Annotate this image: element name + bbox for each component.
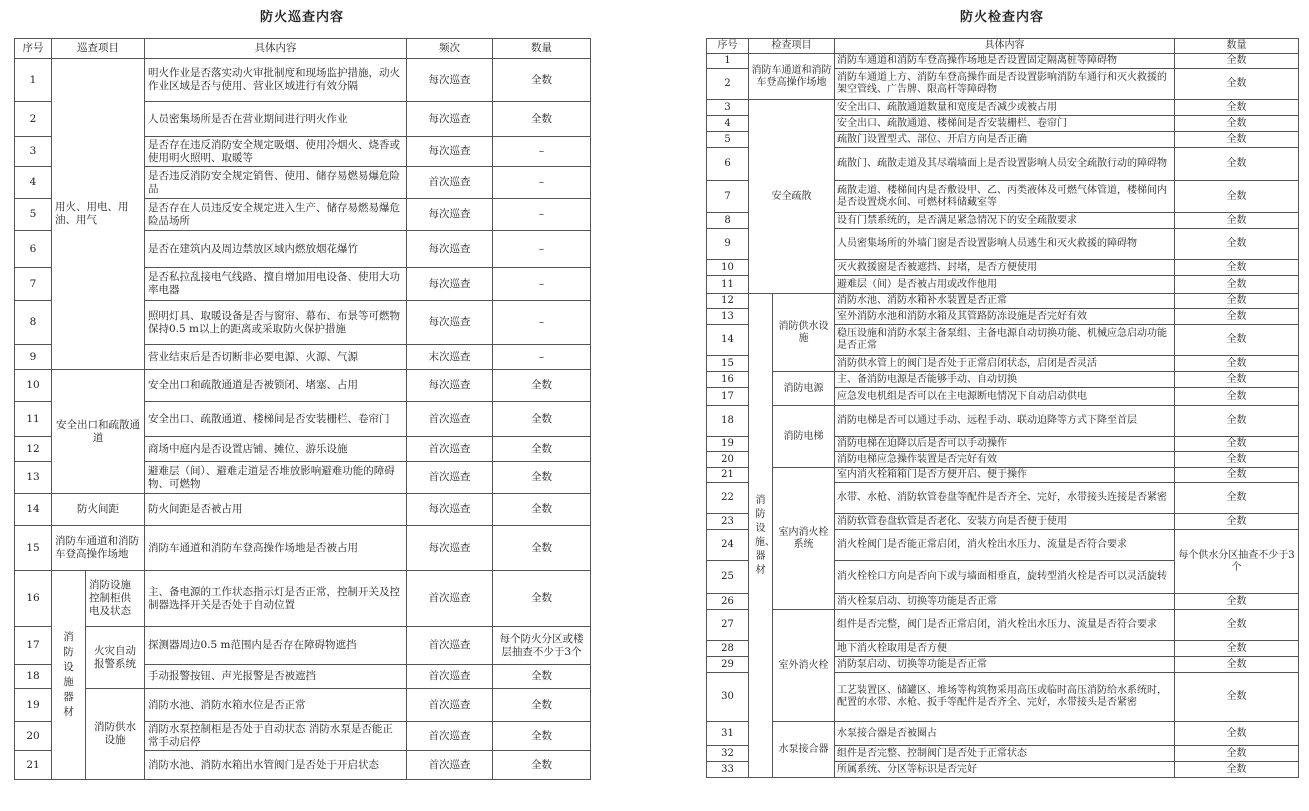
row-freq: 每次巡查: [407, 268, 493, 301]
row-no: 9: [15, 345, 52, 370]
row-qty: 全数: [1175, 116, 1299, 132]
group-water: 消防供水设施: [86, 689, 145, 780]
row-qty: 全数: [1175, 69, 1299, 100]
row-content: 消火栓栓口方向是否向下或与墙面相垂直，旋转型消火栓是否可以灵活旋转: [835, 561, 1175, 594]
header-content: 具体内容: [145, 39, 407, 59]
row-qty: 全数: [1175, 468, 1299, 483]
row-content: 疏散走道、楼梯间内是否敷设甲、乙、丙类液体及可燃气体管道，楼梯间内是否设置烧水间、可燃材料储藏室等: [835, 181, 1175, 213]
row-content: 安全出口、疏散通道数量和宽度是否减少或被占用: [835, 100, 1175, 116]
group-fire-road: 消防车通道和消防车登高操作场地: [52, 526, 145, 571]
row-content: 消防软管卷盘软管是否老化、安装方向是否便于使用: [835, 514, 1175, 530]
row-content: 消火栓泵启动、切换等功能是否正常: [835, 594, 1175, 610]
row-qty: 全数: [1175, 356, 1299, 372]
row-no: 33: [707, 762, 749, 778]
header-qty: 数量: [1175, 39, 1299, 54]
row-qty: 全数: [493, 437, 591, 462]
group-water-supply: 消防供水设施: [773, 294, 835, 372]
row-qty: 全数: [1175, 594, 1299, 610]
group-facility-label: 消防设施、器材: [755, 494, 775, 576]
row-no: 3: [15, 137, 52, 167]
row-freq: 首次巡查: [407, 402, 493, 437]
row-no: 7: [707, 181, 749, 213]
group-indoor: 室内消火栓系统: [773, 468, 835, 610]
table-header-row: [15, 39, 591, 59]
row-no: 7: [15, 268, 52, 301]
row-freq: 每次巡查: [407, 526, 493, 571]
row-freq: 首次巡查: [407, 627, 493, 665]
row-no: 10: [707, 260, 749, 276]
row-qty: –: [493, 167, 591, 199]
row-content: 消防水池、消防水箱出水管阀门是否处于开启状态: [145, 751, 407, 780]
row-qty: 全数: [1175, 100, 1299, 116]
row-qty: 全数: [1175, 309, 1299, 325]
row-content: 水带、水枪、消防软管卷盘等配件是否齐全、完好，水带接头连接是否紧密: [835, 483, 1175, 514]
row-no: 1: [707, 54, 749, 69]
row-no: 4: [15, 167, 52, 199]
row-no: 22: [707, 483, 749, 514]
row-no: 12: [15, 437, 52, 462]
row-no: 20: [707, 452, 749, 468]
row-content: 室外消防水池和消防水箱及其管路防冻设施是否完好有效: [835, 309, 1175, 325]
row-qty: 全数: [493, 494, 591, 526]
row-no: 13: [15, 462, 52, 494]
row-no: 2: [707, 69, 749, 100]
group-spacing: 防火间距: [52, 494, 145, 526]
row-content: 是否私拉乱接电气线路、擅自增加用电设备、使用大功率电器: [145, 268, 407, 301]
row-qty: –: [493, 231, 591, 268]
table-row: [15, 370, 591, 402]
row-no: 27: [707, 610, 749, 641]
row-qty: 全数: [1175, 388, 1299, 406]
row-content: 安全出口、疏散通道、楼梯间是否安装栅栏、卷帘门: [145, 402, 407, 437]
table-row: [707, 468, 1299, 483]
row-no: 15: [707, 356, 749, 372]
row-qty: 全数: [1175, 641, 1299, 657]
row-content: 防火间距是否被占用: [145, 494, 407, 526]
table-row: [15, 689, 591, 722]
row-content: 是否在建筑内及周边禁放区域内燃放烟花爆竹: [145, 231, 407, 268]
row-content: 营业结束后是否切断非必要电源、火源、气源: [145, 345, 407, 370]
row-content: 安全出口和疏散通道是否被锁闭、堵塞、占用: [145, 370, 407, 402]
table-row: [707, 54, 1299, 69]
row-no: 17: [15, 627, 52, 665]
row-content: 水泵接合器是否被圈占: [835, 722, 1175, 746]
row-no: 4: [707, 116, 749, 132]
row-content: 避难层（间）是否被占用或改作他用: [835, 276, 1175, 294]
group-evac: 安全疏散: [749, 100, 835, 294]
row-qty: 全数: [493, 402, 591, 437]
row-qty: 全数: [1175, 437, 1299, 452]
row-content: 主、备电源的工作状态指示灯是否正常，控制开关及控制器选择开关是否处于自动位置: [145, 571, 407, 627]
row-freq: 每次巡查: [407, 231, 493, 268]
row-content: 手动报警按钮、声光报警是否被遮挡: [145, 665, 407, 689]
row-no: 14: [15, 494, 52, 526]
row-content: 疏散门、疏散走道及其尽端墙面上是否设置影响人员安全疏散行动的障碍物: [835, 148, 1175, 181]
row-qty: 每个防火分区或楼层抽查不少于3个: [493, 627, 591, 665]
row-no: 2: [15, 102, 52, 137]
row-no: 23: [707, 514, 749, 530]
header-freq: 频次: [407, 39, 493, 59]
group-outdoor: 室外消火栓: [773, 610, 835, 722]
table-row: [15, 494, 591, 526]
row-content: 消防车通道和消防车登高操作场地是否被占用: [145, 526, 407, 571]
row-freq: 每次巡查: [407, 199, 493, 231]
row-qty: 全数: [1175, 148, 1299, 181]
row-qty: 全数: [1175, 762, 1299, 778]
row-content: 设有门禁系统的，是否满足紧急情况下的安全疏散要求: [835, 213, 1175, 229]
row-freq: 每次巡查: [407, 301, 493, 345]
header-item: 巡查项目: [52, 39, 145, 59]
row-qty: 全数: [1175, 229, 1299, 260]
row-qty: –: [493, 268, 591, 301]
table-row: [15, 571, 591, 627]
row-content: 是否存在人员违反安全规定进入生产、储存易燃易爆危险品场所: [145, 199, 407, 231]
row-content: 是否存在违反消防安全规定吸烟、使用冷烟火、烧香或使用明火照明、取暖等: [145, 137, 407, 167]
row-no: 28: [707, 641, 749, 657]
row-no: 12: [707, 294, 749, 309]
row-content: 疏散门设置型式、部位、开启方向是否正确: [835, 132, 1175, 148]
table-row: [15, 59, 591, 102]
row-no: 16: [707, 372, 749, 388]
row-no: 1: [15, 59, 52, 102]
row-no: 5: [15, 199, 52, 231]
inspection-title: 防火检查内容: [959, 10, 1044, 25]
row-content: 商场中庭内是否设置店铺、摊位、游乐设施: [145, 437, 407, 462]
row-content: 室内消火栓箱箱门是否方便开启、便于操作: [835, 468, 1175, 483]
row-content: 灭火救援窗是否被遮挡、封堵，是否方便使用: [835, 260, 1175, 276]
row-no: 20: [15, 722, 52, 751]
row-no: 10: [15, 370, 52, 402]
header-content: 具体内容: [835, 39, 1175, 54]
row-content: 消防供水管上的阀门是否处于正常启闭状态，启闭是否灵活: [835, 356, 1175, 372]
row-no: 14: [707, 325, 749, 356]
row-qty: 全数: [1175, 452, 1299, 468]
row-qty: 全数: [1175, 294, 1299, 309]
row-qty: 全数: [1175, 673, 1299, 722]
group-power: 消防电源: [773, 372, 835, 406]
row-qty: 全数: [1175, 514, 1299, 530]
patrol-title: 防火巡查内容: [259, 10, 344, 25]
row-qty: 全数: [1175, 181, 1299, 213]
row-no: 6: [15, 231, 52, 268]
row-content: 明火作业是否落实动火审批制度和现场监护措施，动火作业区域是否与使用、营业区域进行有效分隔: [145, 59, 407, 102]
row-content: 探测器周边0.5 m范围内是否存在障碍物遮挡: [145, 627, 407, 665]
row-qty: 全数: [1175, 746, 1299, 762]
row-qty: 全数: [1175, 610, 1299, 641]
row-no: 9: [707, 229, 749, 260]
row-no: 3: [707, 100, 749, 116]
row-qty: –: [493, 345, 591, 370]
group-facility: [749, 294, 773, 778]
row-qty: 全数: [493, 571, 591, 627]
row-qty: 全数: [1175, 54, 1299, 69]
group-elevator: 消防电梯: [773, 406, 835, 468]
row-freq: 每次巡查: [407, 494, 493, 526]
row-no: 8: [707, 213, 749, 229]
row-freq: 末次巡查: [407, 345, 493, 370]
row-content: 主、备消防电源是否能够手动、自动切换: [835, 372, 1175, 388]
row-no: 18: [707, 406, 749, 437]
table-row: [707, 406, 1299, 437]
table-row: [707, 372, 1299, 388]
row-freq: 首次巡查: [407, 689, 493, 722]
row-qty: 全数: [1175, 657, 1299, 673]
row-freq: 首次巡查: [407, 571, 493, 627]
row-no: 17: [707, 388, 749, 406]
row-qty: –: [493, 199, 591, 231]
row-no: 6: [707, 148, 749, 181]
group-fire-road: 消防车通道和消防车登高操作场地: [749, 54, 835, 100]
header-no: 序号: [15, 39, 52, 59]
group-exit: 安全出口和疏散通道: [52, 370, 145, 494]
row-no: 30: [707, 673, 749, 722]
row-content: 消防电梯在迫降以后是否可以手动操作: [835, 437, 1175, 452]
row-qty: 全数: [1175, 260, 1299, 276]
row-freq: 首次巡查: [407, 751, 493, 780]
row-freq: 每次巡查: [407, 370, 493, 402]
row-no: 24: [707, 530, 749, 561]
row-content: 地下消火栓取用是否方便: [835, 641, 1175, 657]
row-content: 人员密集场所的外墙门窗是否设置影响人员逃生和灭火救援的障碍物: [835, 229, 1175, 260]
row-qty: 全数: [493, 526, 591, 571]
table-row: [707, 722, 1299, 746]
group-facility: [52, 571, 86, 780]
row-qty: 全数: [493, 722, 591, 751]
row-qty: 全数: [493, 462, 591, 494]
row-no: 16: [15, 571, 52, 627]
table-row: [15, 627, 591, 665]
row-qty: 全数: [1175, 132, 1299, 148]
row-no: 21: [15, 751, 52, 780]
row-content: 消防车通道上方、消防车登高操作面是否设置影响消防车通行和灭火救援的架空管线、广告牌、限高杆等障碍物: [835, 69, 1175, 100]
group-fire-use: 用火、用电、用油、用气: [52, 59, 145, 370]
row-no: 29: [707, 657, 749, 673]
row-no: 11: [707, 276, 749, 294]
row-no: 19: [15, 689, 52, 722]
row-qty: 全数: [1175, 276, 1299, 294]
row-content: 消防泵启动、切换等功能是否正常: [835, 657, 1175, 673]
row-qty: 每个供水分区抽查不少于3个: [1175, 530, 1299, 594]
row-qty: 全数: [493, 665, 591, 689]
row-qty: 全数: [493, 59, 591, 102]
header-no: 序号: [707, 39, 749, 54]
row-content: 组件是否完整，阀门是否正常启闭，消火栓出水压力、流量是否符合要求: [835, 610, 1175, 641]
patrol-table: [14, 38, 591, 780]
row-content: 是否违反消防安全规定销售、使用、储存易燃易爆危险品: [145, 167, 407, 199]
row-qty: –: [493, 301, 591, 345]
row-no: 13: [707, 309, 749, 325]
row-freq: 首次巡查: [407, 167, 493, 199]
row-qty: 全数: [493, 689, 591, 722]
row-qty: 全数: [493, 370, 591, 402]
row-content: 照明灯具、取暖设备是否与窗帘、幕布、布景等可燃物保持0.5 m以上的距离或采取防火保护措施: [145, 301, 407, 345]
header-item: 检查项目: [749, 39, 835, 54]
group-alarm: 火灾自动报警系统: [86, 627, 145, 689]
row-content: 组件是否完整、控制阀门是否处于正常状态: [835, 746, 1175, 762]
row-content: 避难层（间）、避难走道是否堆放影响避难功能的障碍物、可燃物: [145, 462, 407, 494]
row-no: 21: [707, 468, 749, 483]
row-no: 11: [15, 402, 52, 437]
row-freq: 首次巡查: [407, 665, 493, 689]
row-qty: 全数: [1175, 722, 1299, 746]
group-control-room: 消防设施控制柜供电及状态: [86, 571, 145, 627]
row-no: 18: [15, 665, 52, 689]
inspection-table: [706, 38, 1299, 778]
row-no: 31: [707, 722, 749, 746]
row-no: 26: [707, 594, 749, 610]
row-no: 5: [707, 132, 749, 148]
row-no: 8: [15, 301, 52, 345]
row-qty: 全数: [493, 751, 591, 780]
row-freq: 首次巡查: [407, 462, 493, 494]
patrol-panel: [14, 0, 590, 780]
table-row: [15, 526, 591, 571]
table-row: [707, 100, 1299, 116]
table-row: [707, 610, 1299, 641]
row-qty: –: [493, 137, 591, 167]
row-content: 消火栓阀门是否能正常启闭，消火栓出水压力、流量是否符合要求: [835, 530, 1175, 561]
row-content: 应急发电机组是否可以在主电源断电情况下自动启动供电: [835, 388, 1175, 406]
inspection-panel: [706, 0, 1298, 778]
row-content: 消防水池、消防水箱水位是否正常: [145, 689, 407, 722]
group-adapter: 水泵接合器: [773, 722, 835, 778]
row-qty: 全数: [1175, 483, 1299, 514]
row-no: 15: [15, 526, 52, 571]
row-content: 工艺装置区、储罐区、堆场等构筑物采用高压或临时高压消防给水系统时，配置的水带、水枪、扳手等配件是否齐全、完好，水带接头是否紧密: [835, 673, 1175, 722]
row-content: 消防车通道和消防车登高操作场地是否设置固定隔离桩等障碍物: [835, 54, 1175, 69]
row-content: 消防电梯是否可以通过手动、远程手动、联动迫降等方式下降至首层: [835, 406, 1175, 437]
row-freq: 每次巡查: [407, 59, 493, 102]
row-no: 19: [707, 437, 749, 452]
row-no: 32: [707, 746, 749, 762]
row-no: 25: [707, 561, 749, 594]
row-qty: 全数: [493, 102, 591, 137]
row-freq: 首次巡查: [407, 437, 493, 462]
row-qty: 全数: [1175, 213, 1299, 229]
table-row: [707, 294, 1299, 309]
table-header-row: [707, 39, 1299, 54]
row-content: 消防水池、消防水箱补水装置是否正常: [835, 294, 1175, 309]
row-qty: 全数: [1175, 372, 1299, 388]
row-content: 所属系统、分区等标识是否完好: [835, 762, 1175, 778]
row-content: 稳压设施和消防水泵主备泵组、主备电源自动切换功能、机械应急启动功能是否正常: [835, 325, 1175, 356]
row-freq: 每次巡查: [407, 137, 493, 167]
group-facility-label: 消防设施器材: [63, 631, 74, 718]
row-content: 消防电梯应急操作装置是否完好有效: [835, 452, 1175, 468]
row-qty: 全数: [1175, 325, 1299, 356]
row-freq: 首次巡查: [407, 722, 493, 751]
row-freq: 每次巡查: [407, 102, 493, 137]
row-qty: 全数: [1175, 406, 1299, 437]
row-content: 消防水泵控制柜是否处于自动状态 消防水泵是否能正常手动启停: [145, 722, 407, 751]
row-content: 安全出口、疏散通道、楼梯间是否安装栅栏、卷帘门: [835, 116, 1175, 132]
row-content: 人员密集场所是否在营业期间进行明火作业: [145, 102, 407, 137]
header-qty: 数量: [493, 39, 591, 59]
